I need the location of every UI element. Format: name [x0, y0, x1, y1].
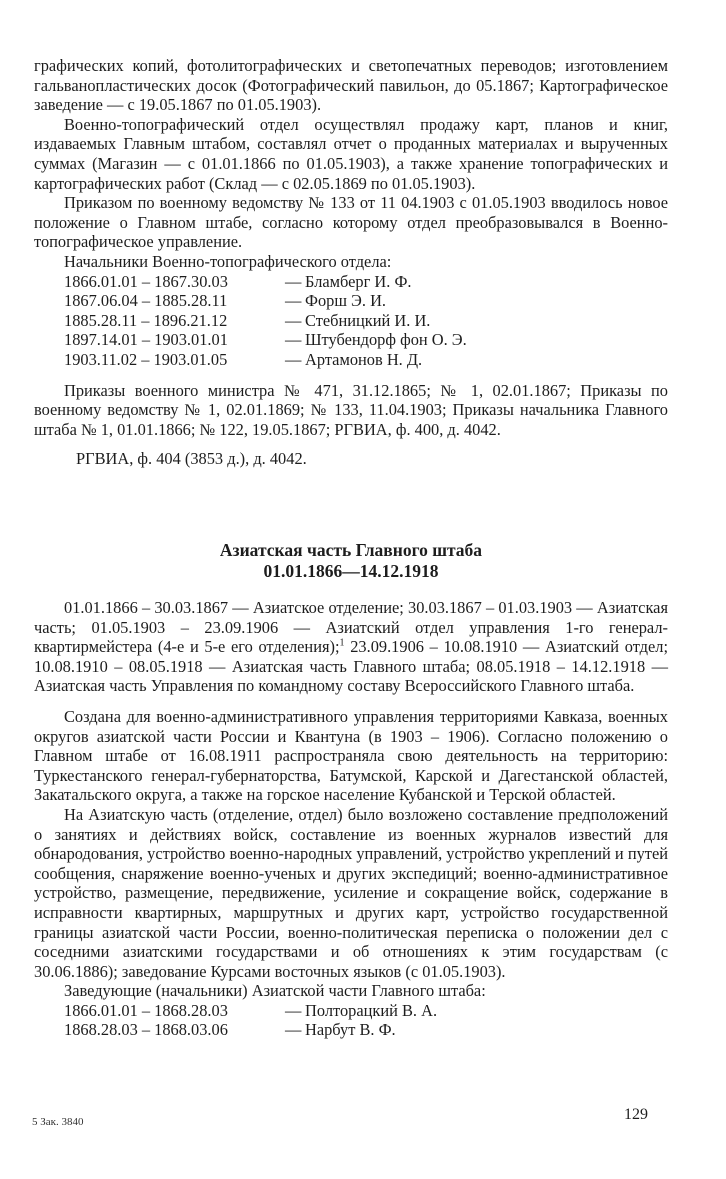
head-dates: 1867.06.04 – 1885.28.11 [64, 291, 228, 311]
heads-list [34, 272, 668, 370]
paragraph-order-133: Приказом по военному ведомству № 133 от 11 04.1903 с 01.05.1903 вводилось новое положение о Главном штабе, согласно которому отдел преобразовывался в Военно-топографическое управление. [34, 193, 668, 252]
dash: — [285, 271, 302, 291]
list-item [34, 350, 668, 370]
list-item [34, 272, 668, 292]
head-name: Стебницкий И. И. [305, 310, 431, 330]
list-item [34, 1020, 668, 1040]
dash: — [285, 291, 302, 311]
print-order-number: 5 Зак. 3840 [32, 1116, 84, 1128]
history-paragraph [34, 598, 668, 696]
section-asian-part [34, 598, 668, 1040]
list-item [34, 330, 668, 350]
paragraph-purpose: Создана для военно-административного управления территориями Кавказа, военных округов азиатской части России и Квантуна (в 1903 – 1906). Согласно положению о Главном штабе от 16.08.1911 распространяла свою деятельность на территорию: Туркестанского генерал-губернаторства, Батумской, Карской и Дагестанской областей, Закатальского округа, а также на горское население Кубанской и Терской областей. [34, 706, 668, 805]
head-dates: 1897.14.01 – 1903.01.01 [64, 330, 228, 350]
page-number: 129 [624, 1106, 648, 1123]
dash: — [285, 1000, 302, 1020]
sources-paragraph: Приказы военного министра № 471, 31.12.1865; № 1, 02.01.1867; Приказы по военному ведомству № 1, 02.01.1869; № 133, 11.04.1903; Приказы начальника Главного штаба № 1, 01.01.1866; № 122, 19.05.1867; РГВИА, ф. 400, д. 4042. [34, 380, 668, 439]
paragraph-duties: На Азиатскую часть (отделение, отдел) было возложено составление предположений о занятиях и действиях войск, составление из военных журналов известий для обнародования, устройство военно-народных управлений, устройство укреплений и путей сообщения, снаряжение военно-ученых и других экспедиций; военно-административное устройство, размещение, передвижение, усиление и сокращение войск, содержание в исправности квартирных, маршрутных и других карт, устройство государственной границы азиатской части России, военно-политическая переписка о положении дел с соседними азиатскими государствами и об отношениях к этим государствам (с 30.06.1886); заведование Курсами восточных языков (с 01.05.1903). [34, 804, 668, 981]
heads-title: Начальники Военно-топографического отдела: [64, 251, 392, 271]
dash: — [285, 1020, 302, 1040]
footnote-mark: 1 [339, 637, 345, 649]
section-military-topographic [34, 56, 668, 469]
paragraph-continued: графических копий, фотолитографических и светопечатных переводов; изготовлением гальванопластических досок (Фотографический павильон, до 05.1867; Картографическое заведение — с 19.05.1867 по 01.05.1903). [34, 56, 668, 115]
head-dates: 1903.11.02 – 1903.01.05 [64, 349, 228, 369]
paragraph-sales: Военно-топографический отдел осуществлял продажу карт, планов и книг, издаваемых Главным штабом, составлял отчет о проданных материалах и вырученных суммах (Магазин — с 01.01.1866 по 01.05.1903), а также хранение топографических и картографических работ (Склад — с 02.05.1869 по 01.05.1903). [34, 114, 668, 193]
head-name: Бламберг И. Ф. [305, 271, 412, 291]
head-dates: 1866.01.01 – 1867.30.03 [64, 271, 228, 291]
dash: — [285, 349, 302, 369]
section-title: Азиатская часть Главного штаба [219, 540, 483, 560]
list-item [34, 291, 668, 311]
head-name: Артамонов Н. Д. [305, 349, 423, 369]
history-text: 01.01.1866 – 30.03.1867 — Азиатское отделение; 30.03.1867 – 01.03.1903 — Азиатская часть; 01.05.1903 – 23.09.1906 — Азиатский отдел управления 1-го генерал-квартирмейстера (4-е и 5-е его отделения); [34, 598, 668, 657]
list-item [34, 311, 668, 331]
head-name: Нарбут В. Ф. [305, 1020, 396, 1040]
list-item [34, 1001, 668, 1021]
heads-list [34, 1001, 668, 1040]
head-name: Штубендорф фон О. Э. [305, 330, 467, 350]
heads-title: Заведующие (начальники) Азиатской части Главного штаба: [64, 981, 486, 1001]
head-name: Форш Э. И. [305, 291, 387, 311]
section-heading [34, 540, 668, 582]
head-dates: 1885.28.11 – 1896.21.12 [64, 310, 228, 330]
history-text-continued: 23.09.1906 – 10.08.1910 — Азиатский отдел; 10.08.1910 – 08.05.1918 — Азиатская часть Главного штаба; 08.05.1918 – 14.12.1918 — Азиатская часть Управления по командному составу Всероссийского Главного штаба. [34, 637, 668, 696]
dash: — [285, 330, 302, 350]
head-dates: 1866.01.01 – 1868.28.03 [64, 1000, 228, 1020]
archive-reference: РГВИА, ф. 404 (3853 д.), д. 4042. [76, 449, 307, 469]
section-dates: 01.01.1866—14.12.1918 [263, 561, 439, 581]
dash: — [285, 310, 302, 330]
head-name: Полторацкий В. А. [305, 1000, 438, 1020]
head-dates: 1868.28.03 – 1868.03.06 [64, 1020, 228, 1040]
